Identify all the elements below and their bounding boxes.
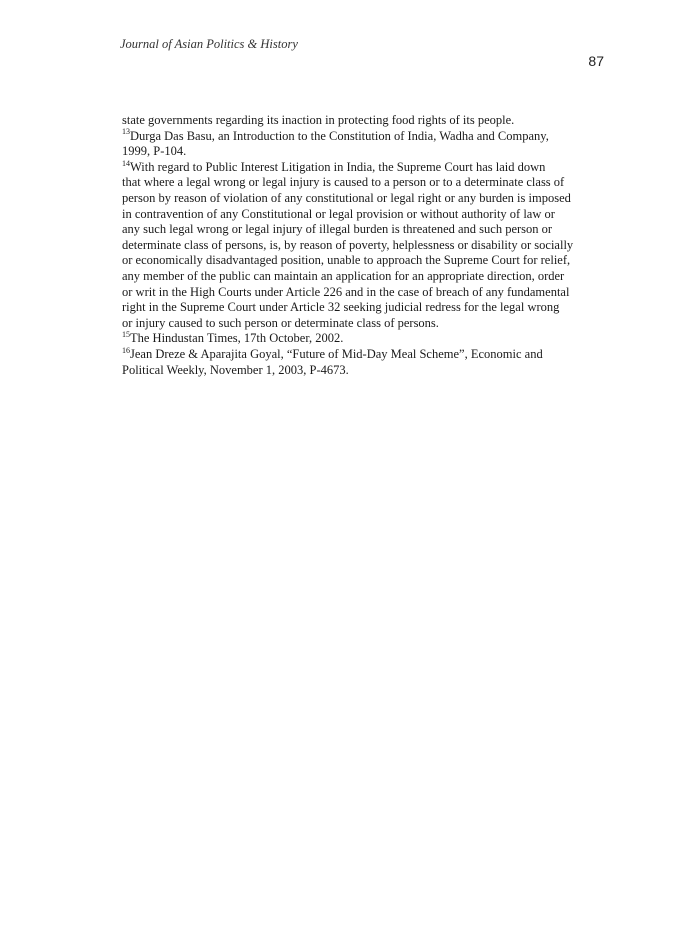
footnote-number: 14 [122,158,130,168]
footnote-text: Political Weekly, November 1, 2003, P-4673. [122,362,349,377]
footnote-line [120,253,610,269]
footnote-line [120,129,610,145]
footnote-line [120,363,610,379]
footnote-line [120,160,610,176]
footnote-text: right in the Supreme Court under Article 32 seeking judicial redress for the legal wrong [122,300,560,315]
footnote-line [120,316,610,332]
footnote-text: determinate class of persons, is, by reason of poverty, helplessness or disability or socially [122,237,574,252]
footnote-line [120,300,610,316]
footnote-line [120,175,610,191]
footnote-line [120,207,610,223]
footnote-line [120,347,610,363]
footnote-text: or economically disadvantaged position, unable to approach the Supreme Court for relief, [122,253,571,268]
footnote-text: that where a legal wrong or legal injury is caused to a person or to a determinate class of [122,175,565,190]
footnote-text: Durga Das Basu, an Introduction to the Constitution of India, Wadha and Company, [130,128,549,143]
footnote-line [120,285,610,301]
footnote-text: any member of the public can maintain an application for an appropriate direction, order [122,268,565,283]
footnote-line [120,191,610,207]
footnote-text: or injury caused to such person or determinate class of persons. [122,315,439,330]
footnote-text: The Hindustan Times, 17th October, 2002. [130,331,344,346]
journal-title: Journal of Asian Politics & History [120,37,298,51]
footnote-text: person by reason of violation of any constitutional or legal right or any burden is imposed [122,190,571,205]
footnote-text: any such legal wrong or legal injury of illegal burden is threatened and such person or [122,222,553,237]
footnote-number: 16 [122,345,130,355]
page-number: 87 [588,53,604,69]
footnote-text: With regard to Public Interest Litigation in India, the Supreme Court has laid down [130,159,546,174]
footnote-text: Jean Dreze & Aparajita Goyal, “Future of Mid-Day Meal Scheme”, Economic and [130,346,543,361]
footnote-line [120,222,610,238]
footnote-text: in contravention of any Constitutional or legal provision or without authority of law or [122,206,555,221]
footnote-number: 15 [122,330,130,340]
footnote-text: 1999, P-104. [122,144,187,159]
footnote-line [120,238,610,254]
footnote-line [120,331,610,347]
footnote-text: or writ in the High Courts under Article 226 and in the case of breach of any fundamental [122,284,570,299]
footnote-text: state governments regarding its inaction in protecting food rights of its people. [122,113,515,127]
footnotes-block [120,113,610,378]
footnote-line [120,144,610,160]
footnote-line [120,113,610,129]
footnote-number: 13 [122,127,130,137]
footnote-line [120,269,610,285]
